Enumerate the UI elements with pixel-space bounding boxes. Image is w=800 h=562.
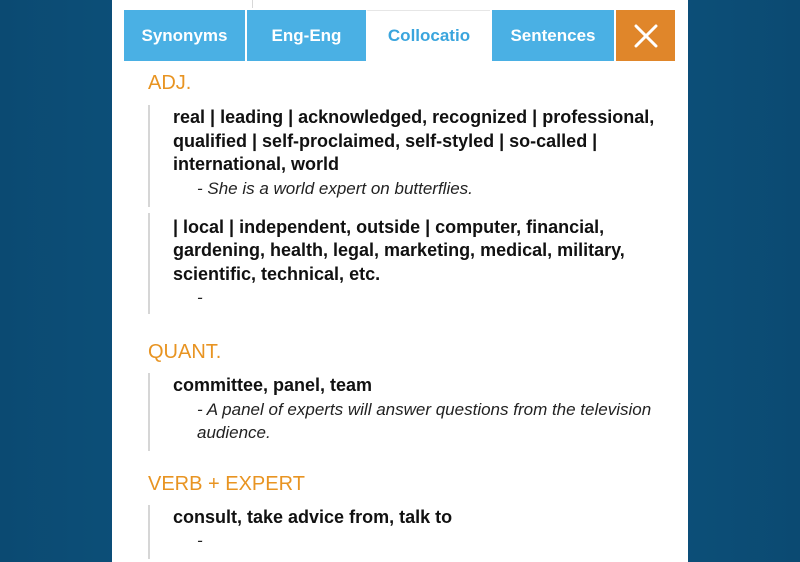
collocation-group	[148, 213, 668, 315]
tab-sentences[interactable]: Sentences	[490, 10, 614, 61]
example-sentence: -	[197, 531, 203, 550]
collocation-group	[148, 105, 668, 207]
tab-eng-eng[interactable]: Eng-Eng	[245, 10, 366, 61]
example-sentence: -	[197, 288, 203, 307]
tab-synonyms[interactable]: Synonyms	[124, 10, 245, 61]
dictionary-panel	[112, 0, 688, 562]
close-x-icon	[633, 23, 659, 49]
tab-bar	[124, 10, 675, 61]
collocations-content	[148, 70, 668, 559]
section-title: QUANT.	[148, 341, 222, 363]
tab-collocations[interactable]: Collocatio	[366, 10, 490, 61]
section-title: VERB + EXPERT	[148, 472, 305, 495]
collocation-group	[148, 373, 668, 451]
collocation-list: real | leading | acknowledged, recognized | professional, qualified | self-proclaimed, self-styled | so-called | international, world	[173, 107, 655, 174]
close-button[interactable]	[614, 10, 675, 61]
example-sentence: - A panel of experts will answer questions from the television audience.	[197, 399, 652, 442]
collocation-list: | local | independent, outside | computer, financial, gardening, health, legal, marketing, medical, military, scientific, technical, etc.	[173, 216, 625, 284]
collocation-list: consult, take advice from, talk to	[173, 506, 453, 527]
example-sentence: - She is a world expert on butterflies.	[197, 178, 473, 198]
scroll-remnant	[252, 0, 273, 8]
collocation-group	[148, 505, 668, 560]
section-title: ADJ.	[148, 72, 192, 94]
collocation-list: committee, panel, team	[173, 375, 373, 395]
